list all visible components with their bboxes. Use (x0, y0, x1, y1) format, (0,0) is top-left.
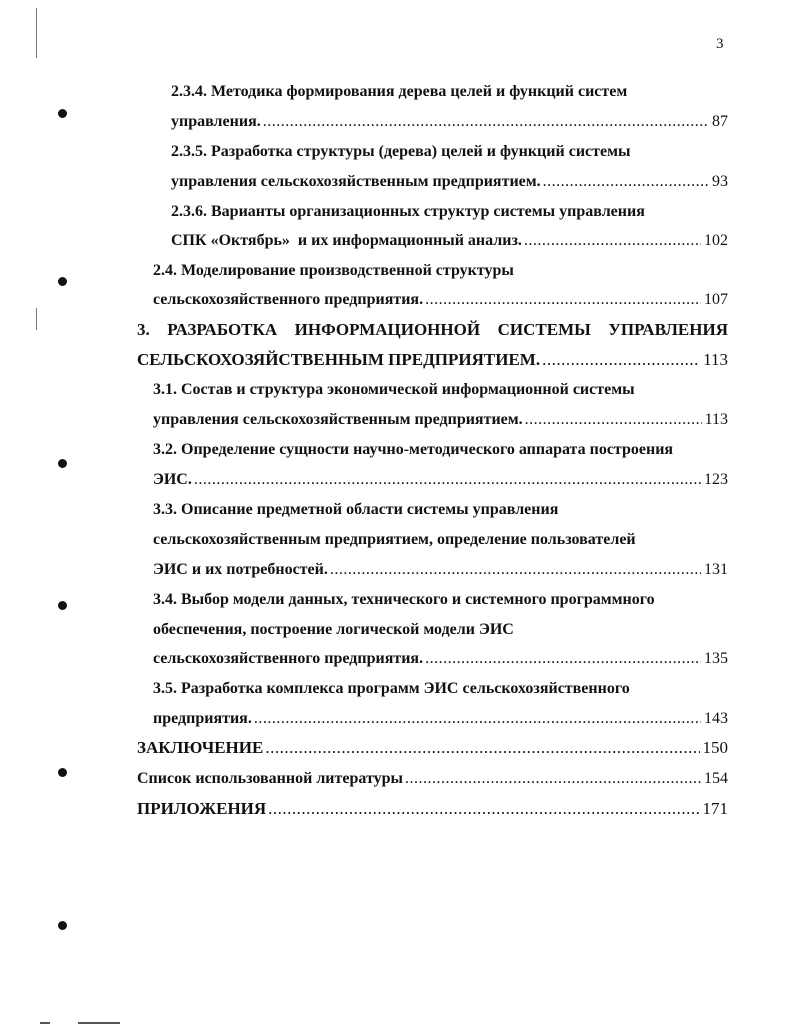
toc-entry-text: Список использованной литературы (137, 770, 403, 787)
toc-page-number: 102 (704, 232, 728, 249)
toc-conclusion (137, 736, 728, 760)
toc-page-number: 150 (702, 738, 728, 757)
toc-entry-text: управления сельскохозяйственным предприятием. (171, 173, 541, 190)
toc-page-number: 131 (704, 561, 728, 578)
toc-entry-text: СЕЛЬСКОХОЗЯЙСТВЕННЫМ ПРЕДПРИЯТИЕМ. (137, 350, 541, 369)
toc-entry-title: 3.3. Описание предметной области системы управления (153, 501, 559, 518)
dot-leader (524, 229, 701, 253)
dot-leader (542, 348, 700, 372)
toc-page-number: 113 (704, 411, 728, 428)
dot-leader (263, 110, 709, 134)
dot-leader (265, 736, 699, 760)
chapter-word: 3. (137, 320, 150, 339)
scan-bottom-mark (40, 1022, 50, 1024)
chapter-word: РАЗРАБОТКА (167, 320, 278, 339)
toc-page-number: 154 (704, 770, 728, 787)
toc-page-number: 93 (712, 173, 728, 190)
dot-leader (525, 408, 702, 432)
toc-references (137, 767, 728, 791)
toc-entry-text: ПРИЛОЖЕНИЯ (137, 799, 267, 818)
dot-leader (194, 468, 701, 492)
chapter-word: ИНФОРМАЦИОННОЙ (294, 320, 481, 339)
toc-page-number: 135 (704, 650, 728, 667)
dot-leader (330, 558, 701, 582)
toc-entry-line (171, 229, 728, 253)
toc-appendices (137, 797, 728, 821)
dot-leader (425, 647, 701, 671)
toc-entry-title: 3.1. Состав и структура экономической информационной системы (153, 381, 635, 398)
binder-hole (58, 768, 67, 777)
toc-entry-line (153, 288, 728, 312)
toc-chapter-title (137, 318, 728, 342)
toc-entry-title: сельскохозяйственным предприятием, определение пользователей (153, 531, 636, 548)
toc-entry-text: предприятия. (153, 710, 252, 727)
chapter-word: СИСТЕМЫ (497, 320, 591, 339)
toc-entry-line (153, 647, 728, 671)
toc-entry-title: 2.3.5. Разработка структуры (дерева) целей и функций системы (171, 143, 631, 160)
toc-entry-title: 3.2. Определение сущности научно-методического аппарата построения (153, 441, 674, 458)
toc-page-number: 171 (702, 799, 728, 818)
dot-leader (543, 170, 709, 194)
toc-entry-title: 2.3.6. Варианты организационных структур системы управления (171, 203, 645, 220)
scan-edge-line (36, 308, 37, 330)
toc-entry-line (171, 110, 728, 134)
toc-page-number: 87 (712, 113, 728, 130)
scan-edge-line (36, 8, 37, 58)
toc-entry-text: СПК «Октябрь» и их информационный анализ. (171, 232, 522, 249)
toc-page-number: 143 (704, 710, 728, 727)
binder-hole (58, 601, 67, 610)
toc-entry-text: ЭИС и их потребностей. (153, 561, 328, 578)
chapter-word: УПРАВЛЕНИЯ (608, 320, 728, 339)
toc-entry-text: управления. (171, 113, 261, 130)
binder-hole (58, 109, 67, 118)
dot-leader (268, 797, 699, 821)
toc-entry-line (171, 170, 728, 194)
toc-entry-text: ЗАКЛЮЧЕНИЕ (137, 738, 264, 757)
toc-entry-text: сельскохозяйственного предприятия. (153, 291, 424, 308)
toc-entry-line (153, 408, 728, 432)
toc-page-number: 123 (704, 471, 728, 488)
toc-entry-line (153, 707, 728, 731)
toc-entry-text: сельскохозяйственного предприятия. (153, 650, 424, 667)
toc-page-number: 113 (703, 350, 728, 369)
toc-entry-title: 2.3.4. Методика формирования дерева целей и функций систем (171, 83, 628, 100)
scan-bottom-mark (78, 1022, 120, 1024)
toc-entry-title: обеспечения, построение логической модели ЭИС (153, 621, 514, 638)
toc-entry-title: 3.5. Разработка комплекса программ ЭИС сельскохозяйственного (153, 680, 630, 697)
toc-entry-text: ЭИС. (153, 471, 192, 488)
toc-entry-title: 2.4. Моделирование производственной структуры (153, 262, 514, 279)
page-number: 3 (716, 36, 724, 52)
binder-hole (58, 277, 67, 286)
binder-hole (58, 459, 67, 468)
dot-leader (405, 767, 701, 791)
dot-leader (425, 288, 701, 312)
dot-leader (254, 707, 701, 731)
toc-entry-line (153, 468, 728, 492)
binder-hole (58, 921, 67, 930)
toc-entry-title: 3.4. Выбор модели данных, технического и системного программного (153, 591, 655, 608)
toc-entry-text: управления сельскохозяйственным предприятием. (153, 411, 523, 428)
toc-entry-line (137, 348, 728, 372)
toc-entry-line (153, 558, 728, 582)
toc-page-number: 107 (704, 291, 728, 308)
